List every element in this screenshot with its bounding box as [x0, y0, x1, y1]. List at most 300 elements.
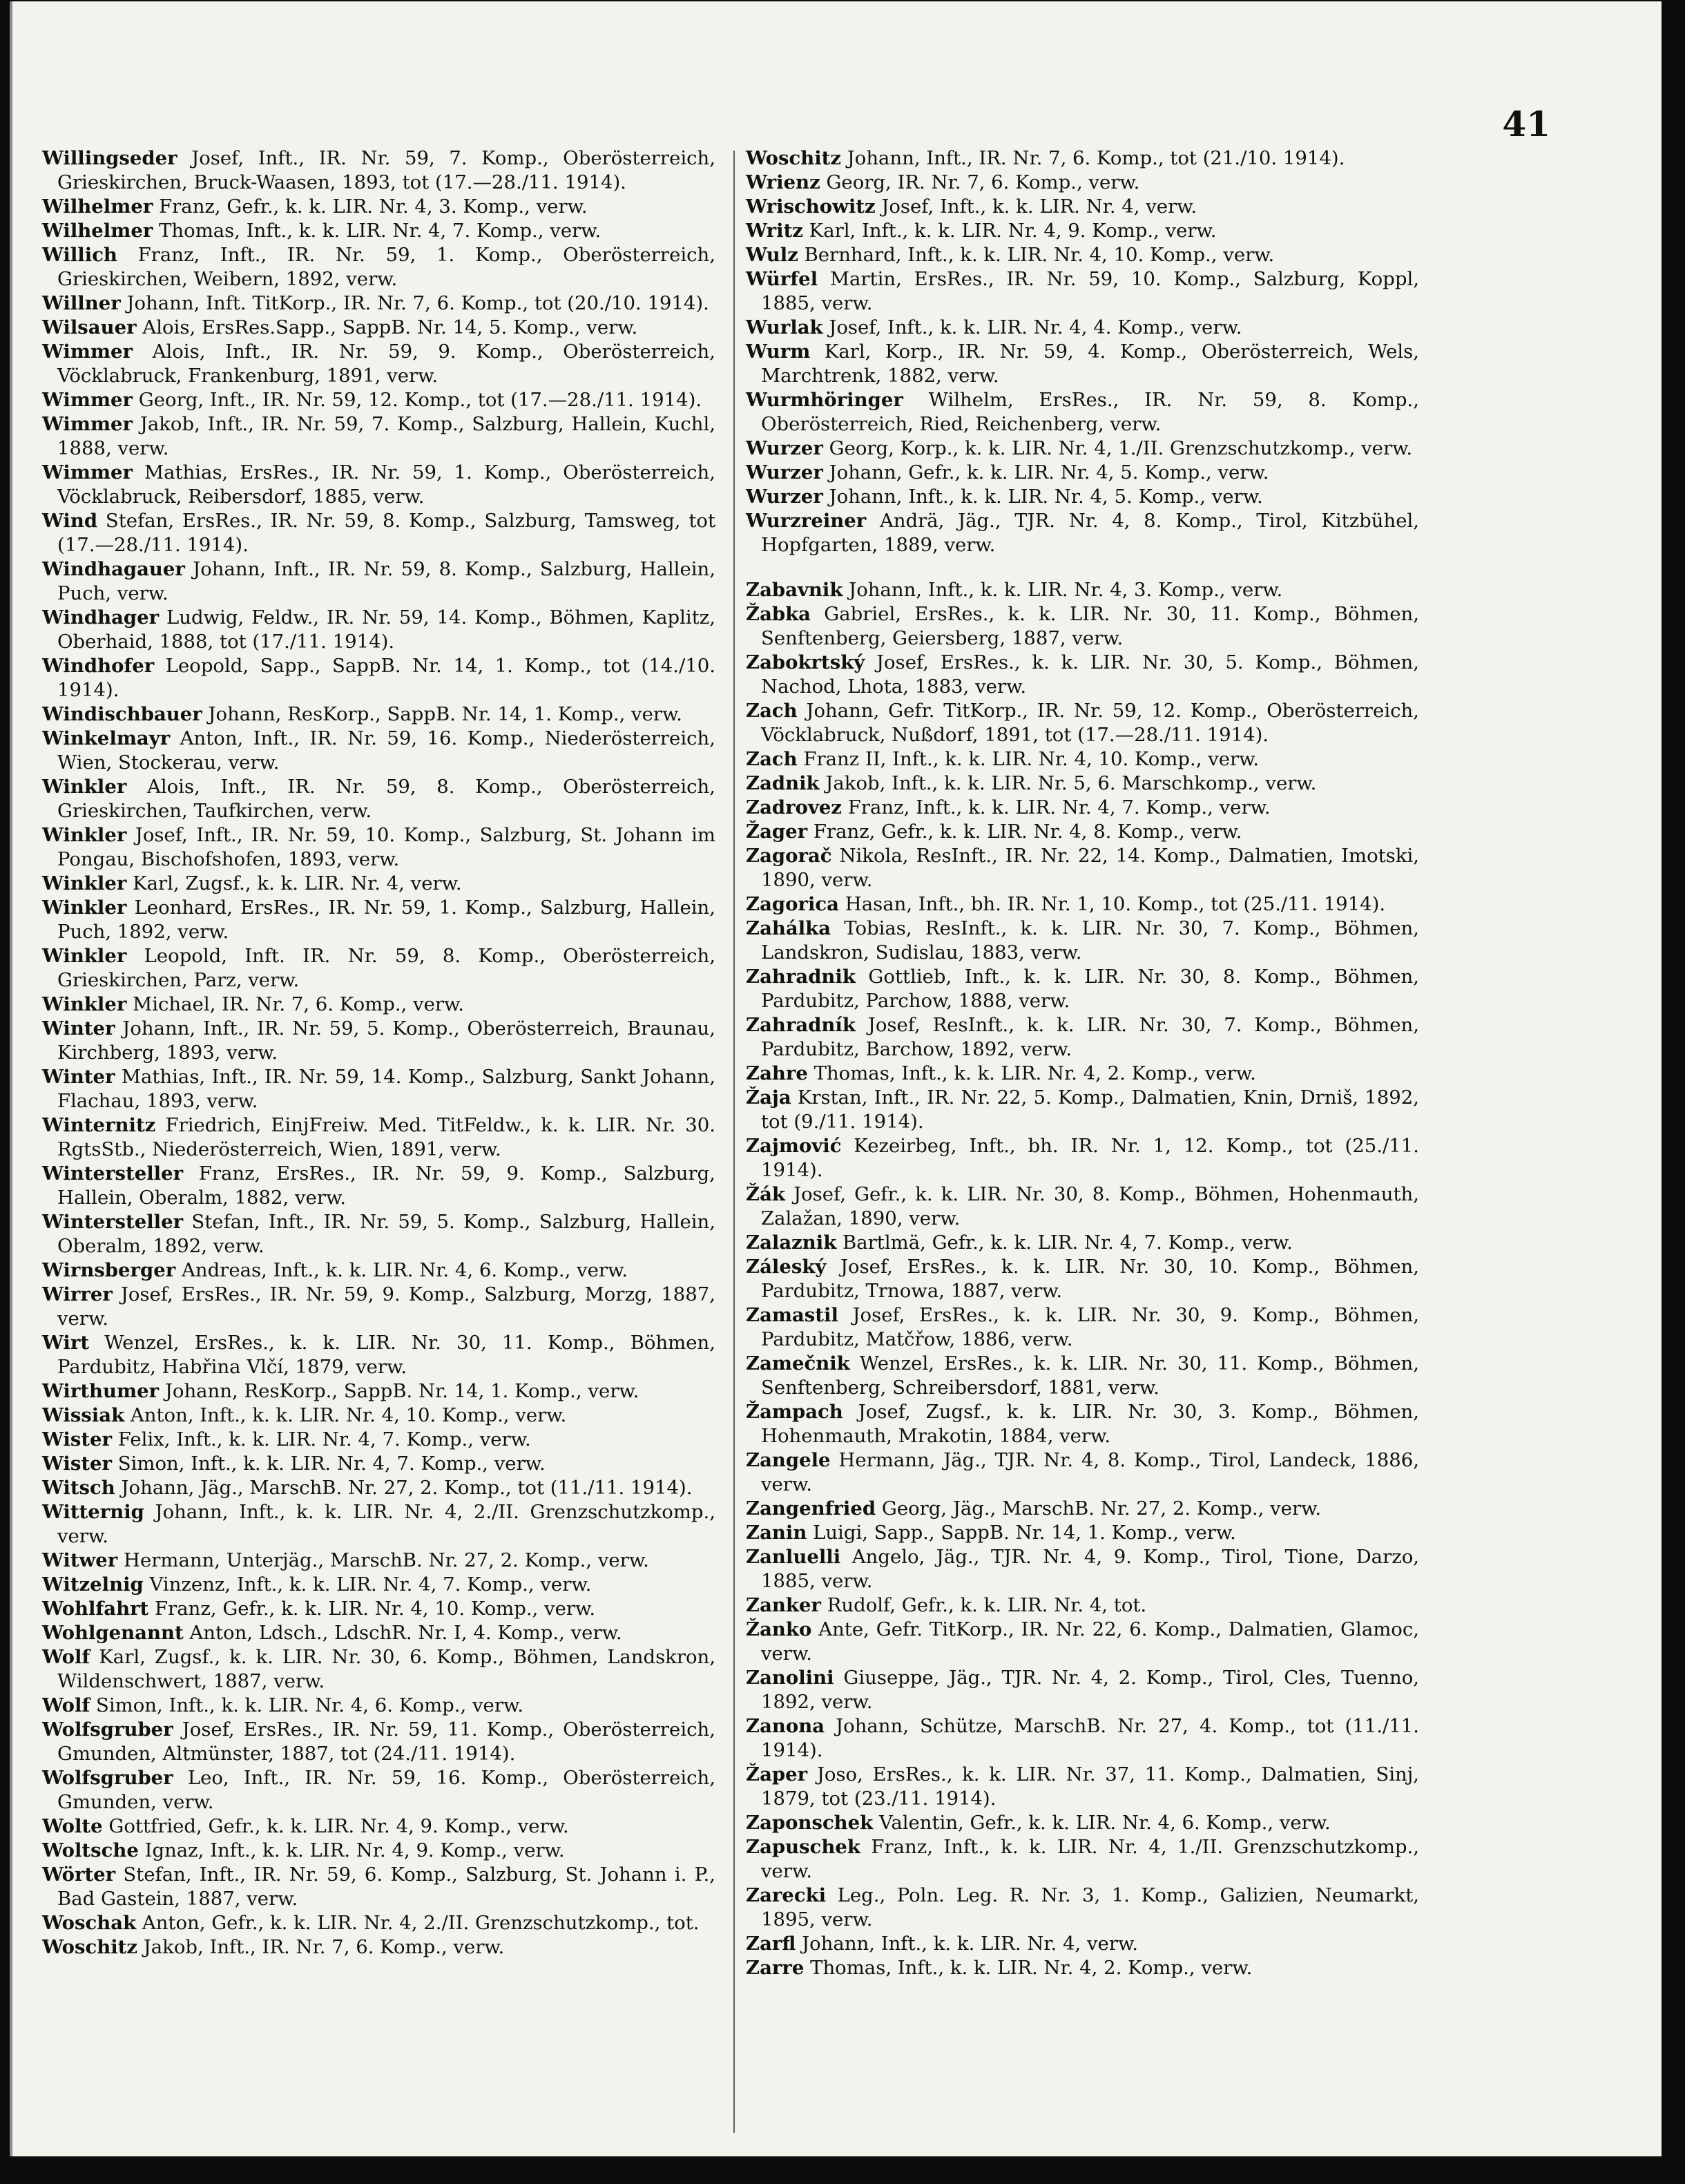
entry-surname: Wohlgenannt: [42, 1622, 184, 1644]
entry-details: Johann, Schütze, MarschB. Nr. 27, 4. Komp., tot (11./11. 1914).: [761, 1715, 1419, 1761]
entry-details: Gottlieb, Inft., k. k. LIR. Nr. 30, 8. Komp., Böhmen, Pardubitz, Parchow, 1888, verw.: [761, 966, 1419, 1012]
list-entry: [746, 1134, 1419, 1182]
entry-details: Karl, Korp., IR. Nr. 59, 4. Komp., Oberösterreich, Wels, Marchtrenk, 1882, verw.: [761, 341, 1419, 387]
list-entry: [746, 219, 1419, 243]
entry-surname: Wister: [42, 1428, 113, 1450]
list-entry: [42, 993, 715, 1017]
entry-surname: Wintersteller: [42, 1162, 184, 1185]
list-entry: [42, 872, 715, 896]
list-entry: [42, 388, 715, 412]
right-column-w-section: [746, 146, 1419, 557]
entry-surname: Žabka: [746, 603, 811, 625]
list-entry: [42, 1935, 715, 1960]
entry-surname: Wolfsgruber: [42, 1718, 173, 1741]
page-binding-edge: [10, 1, 12, 2156]
entry-surname: Zach: [746, 700, 798, 722]
entry-surname: Windhofer: [42, 655, 155, 677]
list-entry: [42, 1839, 715, 1863]
list-entry: [746, 1714, 1419, 1763]
entry-surname: Zarfl: [746, 1933, 796, 1955]
entry-surname: Žák: [746, 1183, 785, 1205]
entry-details: Mathias, ErsRes., IR. Nr. 59, 1. Komp., Oberösterreich, Vöcklabruck, Reibersdorf, 1885, verw.: [57, 461, 715, 508]
entry-surname: Zahálka: [746, 917, 831, 939]
entry-surname: Witzelnig: [42, 1573, 144, 1596]
list-entry: [42, 146, 715, 195]
entry-details: Johann, Inft., k. k. LIR. Nr. 4, 3. Komp., verw.: [849, 579, 1283, 601]
list-entry: [42, 1428, 715, 1452]
entry-details: Thomas, Inft., k. k. LIR. Nr. 4, 2. Komp., verw.: [810, 1957, 1253, 1979]
entry-details: Anton, Inft., IR. Nr. 59, 16. Komp., Niederösterreich, Wien, Stockerau, verw.: [57, 727, 715, 774]
entry-surname: Žaper: [746, 1763, 808, 1785]
entry-surname: Wilhelmer: [42, 195, 153, 218]
entry-surname: Winter: [42, 1017, 115, 1040]
entry-surname: Willingseder: [42, 147, 177, 169]
entry-surname: Wohlfahrt: [42, 1598, 149, 1620]
entry-surname: Zanluelli: [746, 1546, 841, 1568]
list-entry: [42, 1331, 715, 1379]
list-entry: [746, 699, 1419, 747]
list-entry: [746, 1811, 1419, 1835]
entry-surname: Wissiak: [42, 1404, 125, 1426]
entry-details: Josef, Gefr., k. k. LIR. Nr. 30, 8. Komp., Böhmen, Hohenmauth, Zalažan, 1890, verw.: [761, 1183, 1419, 1229]
entry-details: Martin, ErsRes., IR. Nr. 59, 10. Komp., Salzburg, Koppl, 1885, verw.: [761, 268, 1419, 314]
entry-details: Hermann, Unterjäg., MarschB. Nr. 27, 2. Komp., verw.: [123, 1549, 649, 1571]
list-entry: [42, 291, 715, 316]
list-entry: [746, 1497, 1419, 1521]
list-entry: [746, 602, 1419, 651]
entry-details: Hasan, Inft., bh. IR. Nr. 1, 10. Komp., tot (25./11. 1914).: [845, 893, 1386, 915]
list-entry: [746, 509, 1419, 557]
entry-details: Ludwig, Feldw., IR. Nr. 59, 14. Komp., Böhmen, Kaplitz, Oberhaid, 1888, tot (17./11. 1914).: [57, 606, 715, 653]
list-entry: [42, 1766, 715, 1814]
entry-details: Bartlmä, Gefr., k. k. LIR. Nr. 4, 7. Komp., verw.: [842, 1232, 1293, 1254]
entry-surname: Zajmović: [746, 1135, 842, 1157]
entry-surname: Winkler: [42, 824, 127, 846]
entry-details: Tobias, ResInft., k. k. LIR. Nr. 30, 7. Komp., Böhmen, Landskron, Sudislau, 1883, verw.: [761, 917, 1419, 964]
list-entry: [42, 1283, 715, 1331]
entry-details: Simon, Inft., k. k. LIR. Nr. 4, 6. Komp., verw.: [96, 1694, 523, 1716]
list-entry: [42, 1162, 715, 1210]
entry-details: Andreas, Inft., k. k. LIR. Nr. 4, 6. Komp., verw.: [182, 1259, 628, 1281]
list-entry: [746, 1182, 1419, 1231]
entry-surname: Wulz: [746, 244, 798, 266]
list-entry: [42, 1500, 715, 1549]
entry-surname: Winkler: [42, 897, 127, 919]
entry-surname: Woschitz: [746, 147, 841, 169]
entry-details: Georg, Jäg., MarschB. Nr. 27, 2. Komp., verw.: [881, 1497, 1322, 1520]
list-entry: [42, 1718, 715, 1766]
entry-details: Georg, Inft., IR. Nr. 59, 12. Komp., tot (17.—28./11. 1914).: [138, 389, 702, 411]
entry-details: Alois, ErsRes.Sapp., SappB. Nr. 14, 5. Komp., verw.: [142, 316, 638, 338]
list-entry: [746, 1448, 1419, 1497]
entry-details: Johann, Gefr. TitKorp., IR. Nr. 59, 12. Komp., Oberösterreich, Vöcklabruck, Nußdorf, 1891, tot (17.—28./11. 1914).: [761, 700, 1419, 746]
list-entry: [746, 1956, 1419, 1980]
entry-details: Karl, Zugsf., k. k. LIR. Nr. 4, verw.: [133, 872, 462, 894]
list-entry: [42, 219, 715, 243]
entry-surname: Wolfsgruber: [42, 1767, 173, 1789]
entry-details: Johann, Inft. TitKorp., IR. Nr. 7, 6. Komp., tot (20./10. 1914).: [126, 292, 709, 314]
list-entry: [746, 243, 1419, 267]
entry-surname: Winkler: [42, 776, 127, 798]
entry-details: Ante, Gefr. TitKorp., IR. Nr. 22, 6. Komp., Dalmatien, Glamoc, verw.: [761, 1618, 1419, 1665]
list-entry: [42, 654, 715, 702]
entry-surname: Wimmer: [42, 341, 133, 363]
list-entry: [42, 340, 715, 388]
entry-surname: Wilhelmer: [42, 220, 153, 242]
list-entry: [746, 796, 1419, 820]
entry-details: Anton, Inft., k. k. LIR. Nr. 4, 10. Komp., verw.: [130, 1404, 567, 1426]
entry-surname: Zamečnik: [746, 1352, 850, 1374]
entry-details: Johann, Inft., IR. Nr. 59, 5. Komp., Oberösterreich, Braunau, Kirchberg, 1893, verw.: [57, 1017, 715, 1064]
entry-surname: Windischbauer: [42, 703, 202, 725]
entry-details: Mathias, Inft., IR. Nr. 59, 14. Komp., Salzburg, Sankt Johann, Flachau, 1893, verw.: [57, 1066, 715, 1112]
list-entry: [42, 1549, 715, 1573]
entry-surname: Zanin: [746, 1522, 807, 1544]
list-entry: [746, 1521, 1419, 1545]
entry-details: Jakob, Inft., IR. Nr. 7, 6. Komp., verw.: [143, 1936, 505, 1958]
list-entry: [746, 316, 1419, 340]
entry-details: Andrä, Jäg., TJR. Nr. 4, 8. Komp., Tirol, Kitzbühel, Hopfgarten, 1889, verw.: [761, 510, 1420, 556]
entry-surname: Wirt: [42, 1332, 90, 1354]
entry-details: Thomas, Inft., k. k. LIR. Nr. 4, 7. Komp., verw.: [159, 220, 601, 242]
entry-details: Josef, ErsRes., IR. Nr. 59, 11. Komp., Oberösterreich, Gmunden, Altmünster, 1887, tot (24./11. 1914).: [57, 1718, 715, 1765]
list-entry: [42, 1621, 715, 1645]
entry-surname: Wimmer: [42, 389, 133, 411]
entry-details: Alois, Inft., IR. Nr. 59, 9. Komp., Oberösterreich, Vöcklabruck, Frankenburg, 1891, verw.: [57, 341, 715, 387]
list-entry: [746, 747, 1419, 772]
entry-surname: Wurzer: [746, 486, 823, 508]
entry-surname: Wurzer: [746, 437, 823, 459]
list-entry: [746, 195, 1419, 219]
entry-surname: Wrienz: [746, 171, 820, 193]
entry-surname: Wolte: [42, 1815, 103, 1837]
left-column: [42, 146, 715, 1960]
entry-details: Georg, IR. Nr. 7, 6. Komp., verw.: [826, 171, 1140, 193]
entry-details: Hermann, Jäg., TJR. Nr. 4, 8. Komp., Tirol, Landeck, 1886, verw.: [761, 1449, 1419, 1495]
list-entry: [42, 727, 715, 775]
entry-details: Josef, Inft., IR. Nr. 59, 10. Komp., Salzburg, St. Johann im Pongau, Bischofshofen, 1893, verw.: [57, 824, 715, 870]
list-entry: [746, 1231, 1419, 1255]
entry-details: Gabriel, ErsRes., k. k. LIR. Nr. 30, 11. Komp., Böhmen, Senftenberg, Geiersberg, 1887, verw.: [761, 603, 1419, 649]
entry-details: Simon, Inft., k. k. LIR. Nr. 4, 7. Komp., verw.: [117, 1453, 546, 1475]
entry-surname: Witwer: [42, 1549, 118, 1571]
entry-details: Felix, Inft., k. k. LIR. Nr. 4, 7. Komp., verw.: [117, 1428, 531, 1450]
entry-details: Jakob, Inft., IR. Nr. 59, 7. Komp., Salzburg, Hallein, Kuchl, 1888, verw.: [57, 413, 716, 459]
entry-details: Karl, Zugsf., k. k. LIR. Nr. 30, 6. Komp., Böhmen, Landskron, Wildenschwert, 1887, verw.: [57, 1646, 715, 1692]
list-entry: [42, 1694, 715, 1718]
list-entry: [746, 1352, 1419, 1400]
list-entry: [746, 171, 1419, 195]
entry-details: Stefan, ErsRes., IR. Nr. 59, 8. Komp., Salzburg, Tamsweg, tot (17.—28./11. 1914).: [57, 510, 715, 556]
entry-surname: Wrischowitz: [746, 195, 876, 218]
entry-details: Josef, Inft., IR. Nr. 59, 7. Komp., Oberösterreich, Grieskirchen, Bruck-Waasen, 1893, tot (17.—28./11. 1914).: [57, 147, 715, 193]
entry-details: Johann, Inft., k. k. LIR. Nr. 4, 2./II. Grenzschutzkomp., verw.: [57, 1501, 715, 1547]
entry-details: Georg, Korp., k. k. LIR. Nr. 4, 1./II. Grenzschutzkomp., verw.: [829, 437, 1413, 459]
list-entry: [746, 1062, 1419, 1086]
entry-details: Franz, Inft., k. k. LIR. Nr. 4, 7. Komp., verw.: [847, 796, 1271, 818]
list-entry: [42, 896, 715, 944]
list-entry: [746, 844, 1419, 892]
entry-details: Josef, ErsRes., IR. Nr. 59, 9. Komp., Salzburg, Morzg, 1887, verw.: [57, 1283, 715, 1330]
entry-surname: Wimmer: [42, 461, 133, 483]
list-entry: [42, 775, 715, 823]
entry-details: Johann, Gefr., k. k. LIR. Nr. 4, 5. Komp., verw.: [829, 461, 1269, 483]
entry-details: Leopold, Inft. IR. Nr. 59, 8. Komp., Oberösterreich, Grieskirchen, Parz, verw.: [57, 945, 715, 991]
list-entry: [746, 1013, 1419, 1062]
entry-details: Krstan, Inft., IR. Nr. 22, 5. Komp., Dalmatien, Knin, Drniš, 1892, tot (9./11. 1914).: [761, 1086, 1419, 1133]
list-entry: [42, 1452, 715, 1476]
entry-surname: Wintersteller: [42, 1211, 184, 1233]
entry-surname: Zadnik: [746, 772, 820, 794]
column-divider: [733, 151, 735, 2133]
entry-surname: Zangenfried: [746, 1497, 876, 1520]
entry-surname: Žampach: [746, 1401, 843, 1423]
list-entry: [746, 1763, 1419, 1811]
right-column: [746, 146, 1419, 1980]
entry-details: Franz, Inft., IR. Nr. 59, 1. Komp., Oberösterreich, Grieskirchen, Weibern, 1892, verw.: [57, 244, 715, 290]
entry-surname: Zangele: [746, 1449, 831, 1471]
entry-surname: Winkler: [42, 993, 127, 1015]
list-entry: [42, 1404, 715, 1428]
list-entry: [42, 412, 715, 461]
page-number: 41: [1502, 104, 1550, 144]
entry-surname: Zagorač: [746, 845, 832, 867]
entry-surname: Wurmhöringer: [746, 389, 903, 411]
entry-surname: Zarre: [746, 1957, 805, 1979]
entry-surname: Zanona: [746, 1715, 825, 1737]
entry-details: Friedrich, EinjFreiw. Med. TitFeldw., k. k. LIR. Nr. 30. RgtsStb., Niederösterreich, Wien, 1891, verw.: [57, 1114, 715, 1160]
entry-details: Leg., Poln. Leg. R. Nr. 3, 1. Komp., Galizien, Neumarkt, 1895, verw.: [761, 1884, 1419, 1931]
entry-surname: Wind: [42, 510, 98, 532]
entry-surname: Windhager: [42, 606, 160, 629]
entry-details: Rudolf, Gefr., k. k. LIR. Nr. 4, tot.: [827, 1594, 1147, 1616]
entry-surname: Zaponschek: [746, 1812, 874, 1834]
list-entry: [746, 965, 1419, 1013]
entry-details: Valentin, Gefr., k. k. LIR. Nr. 4, 6. Komp., verw.: [878, 1812, 1331, 1834]
entry-details: Leo, Inft., IR. Nr. 59, 16. Komp., Oberösterreich, Gmunden, verw.: [57, 1767, 715, 1813]
entry-surname: Zahradník: [746, 1014, 856, 1036]
list-entry: [42, 195, 715, 219]
entry-details: Luigi, Sapp., SappB. Nr. 14, 1. Komp., verw.: [813, 1522, 1236, 1544]
entry-surname: Zadrovez: [746, 796, 842, 818]
entry-details: Michael, IR. Nr. 7, 6. Komp., verw.: [133, 993, 465, 1015]
entry-surname: Wolf: [42, 1694, 90, 1716]
entry-surname: Wirnsberger: [42, 1259, 176, 1281]
entry-details: Josef, ErsRes., k. k. LIR. Nr. 30, 9. Komp., Böhmen, Pardubitz, Matčřow, 1886, verw.: [761, 1304, 1419, 1350]
list-entry: [746, 1932, 1419, 1956]
entry-details: Johann, ResKorp., SappB. Nr. 14, 1. Komp., verw.: [208, 703, 683, 725]
entry-surname: Witsch: [42, 1477, 115, 1499]
entry-details: Johann, Inft., IR. Nr. 7, 6. Komp., tot (21./10. 1914).: [847, 147, 1345, 169]
list-entry: [746, 651, 1419, 699]
entry-details: Jakob, Inft., k. k. LIR. Nr. 5, 6. Marschkomp., verw.: [825, 772, 1317, 794]
entry-details: Joso, ErsRes., k. k. LIR. Nr. 37, 11. Komp., Dalmatien, Sinj, 1879, tot (23./11. 1914).: [761, 1763, 1419, 1810]
entry-details: Stefan, Inft., IR. Nr. 59, 5. Komp., Salzburg, Hallein, Oberalm, 1892, verw.: [57, 1211, 715, 1257]
entry-details: Franz II, Inft., k. k. LIR. Nr. 4, 10. Komp., verw.: [803, 748, 1260, 770]
entry-details: Thomas, Inft., k. k. LIR. Nr. 4, 2. Komp., verw.: [813, 1062, 1256, 1084]
list-entry: [42, 944, 715, 993]
list-entry: [746, 1255, 1419, 1303]
list-entry: [746, 340, 1419, 388]
entry-surname: Záleský: [746, 1256, 827, 1278]
entry-details: Franz, Gefr., k. k. LIR. Nr. 4, 3. Komp., verw.: [159, 195, 588, 218]
entry-details: Franz, Inft., k. k. LIR. Nr. 4, 1./II. Grenzschutzkomp., verw.: [761, 1836, 1419, 1882]
list-entry: [746, 1593, 1419, 1618]
list-entry: [42, 1379, 715, 1404]
entry-surname: Wurlak: [746, 316, 823, 338]
entry-surname: Winkler: [42, 872, 127, 894]
entry-details: Leonhard, ErsRes., IR. Nr. 59, 1. Komp., Salzburg, Hallein, Puch, 1892, verw.: [57, 897, 715, 943]
list-entry: [746, 1303, 1419, 1352]
entry-details: Vinzenz, Inft., k. k. LIR. Nr. 4, 7. Komp., verw.: [149, 1573, 592, 1596]
entry-details: Franz, Gefr., k. k. LIR. Nr. 4, 8. Komp., verw.: [813, 821, 1242, 843]
entry-surname: Zahradnik: [746, 966, 856, 988]
list-entry: [42, 557, 715, 606]
entry-surname: Windhagauer: [42, 558, 185, 580]
list-entry: [746, 820, 1419, 844]
list-entry: [42, 1210, 715, 1258]
entry-details: Franz, Gefr., k. k. LIR. Nr. 4, 10. Komp., verw.: [155, 1598, 596, 1620]
list-entry: [42, 509, 715, 557]
entry-surname: Žanko: [746, 1618, 812, 1640]
entry-details: Gottfried, Gefr., k. k. LIR. Nr. 4, 9. Komp., verw.: [108, 1815, 569, 1837]
list-entry: [42, 316, 715, 340]
list-entry: [42, 702, 715, 727]
list-entry: [746, 1400, 1419, 1448]
entry-surname: Žaja: [746, 1086, 791, 1109]
entry-details: Anton, Ldsch., LdschR. Nr. I, 4. Komp., verw.: [189, 1622, 622, 1644]
list-entry: [746, 892, 1419, 917]
entry-surname: Zanolini: [746, 1667, 834, 1689]
list-entry: [746, 388, 1419, 437]
entry-surname: Žager: [746, 821, 808, 843]
entry-surname: Woschitz: [42, 1936, 137, 1958]
list-entry: [42, 1863, 715, 1911]
entry-details: Kezeirbeg, Inft., bh. IR. Nr. 1, 12. Komp., tot (25./11. 1914).: [761, 1135, 1419, 1181]
entry-details: Johann, Inft., k. k. LIR. Nr. 4, verw.: [802, 1933, 1138, 1955]
list-entry: [746, 772, 1419, 796]
list-entry: [746, 267, 1419, 316]
entry-surname: Winkelmayr: [42, 727, 171, 749]
list-entry: [42, 243, 715, 291]
entry-surname: Wurzreiner: [746, 510, 867, 532]
entry-details: Wilhelm, ErsRes., IR. Nr. 59, 8. Komp., Oberösterreich, Ried, Reichenberg, verw.: [761, 389, 1419, 435]
list-entry: [42, 1476, 715, 1500]
list-entry: [746, 485, 1419, 509]
entry-details: Karl, Inft., k. k. LIR. Nr. 4, 9. Komp., verw.: [809, 220, 1217, 242]
right-column-z-section: [746, 578, 1419, 1980]
entry-surname: Willner: [42, 292, 121, 314]
section-gap: [746, 557, 1419, 578]
entry-surname: Wurzer: [746, 461, 823, 483]
entry-surname: Writz: [746, 220, 803, 242]
list-entry: [746, 1835, 1419, 1884]
entry-surname: Zalaznik: [746, 1232, 837, 1254]
entry-surname: Willich: [42, 244, 117, 266]
entry-surname: Zapuschek: [746, 1836, 860, 1858]
list-entry: [746, 917, 1419, 965]
entry-surname: Wirthumer: [42, 1380, 160, 1402]
entry-details: Alois, Inft., IR. Nr. 59, 8. Komp., Oberösterreich, Grieskirchen, Taufkirchen, verw.: [57, 776, 715, 822]
list-entry: [42, 1814, 715, 1839]
list-entry: [746, 461, 1419, 485]
entry-details: Nikola, ResInft., IR. Nr. 22, 14. Komp., Dalmatien, Imotski, 1890, verw.: [761, 845, 1419, 891]
entry-details: Ignaz, Inft., k. k. LIR. Nr. 4, 9. Komp., verw.: [144, 1839, 565, 1861]
entry-surname: Winternitz: [42, 1114, 156, 1136]
entry-details: Stefan, Inft., IR. Nr. 59, 6. Komp., Salzburg, St. Johann i. P., Bad Gastein, 1887, verw.: [57, 1864, 715, 1910]
entry-details: Josef, Inft., k. k. LIR. Nr. 4, 4. Komp., verw.: [829, 316, 1242, 338]
entry-surname: Zanker: [746, 1594, 821, 1616]
entry-details: Josef, ResInft., k. k. LIR. Nr. 30, 7. Komp., Böhmen, Pardubitz, Barchow, 1892, verw.: [761, 1014, 1419, 1060]
list-entry: [42, 823, 715, 872]
list-entry: [42, 1573, 715, 1597]
entry-details: Anton, Gefr., k. k. LIR. Nr. 4, 2./II. Grenzschutzkomp., tot.: [142, 1912, 700, 1934]
entry-surname: Wirrer: [42, 1283, 113, 1305]
entry-details: Josef, ErsRes., k. k. LIR. Nr. 30, 5. Komp., Böhmen, Nachod, Lhota, 1883, verw.: [761, 651, 1420, 698]
list-entry: [42, 1258, 715, 1283]
entry-surname: Witternig: [42, 1501, 144, 1523]
entry-details: Wenzel, ErsRes., k. k. LIR. Nr. 30, 11. Komp., Böhmen, Pardubitz, Habřina Vlčí, 1879, verw.: [57, 1332, 715, 1378]
entry-details: Angelo, Jäg., TJR. Nr. 4, 9. Komp., Tirol, Tione, Darzo, 1885, verw.: [761, 1546, 1419, 1592]
list-entry: [746, 578, 1419, 602]
entry-surname: Zach: [746, 748, 798, 770]
list-entry: [42, 1017, 715, 1065]
entry-surname: Winkler: [42, 945, 127, 967]
entry-surname: Würfel: [746, 268, 818, 290]
entry-details: Leopold, Sapp., SappB. Nr. 14, 1. Komp., tot (14./10. 1914).: [57, 655, 715, 701]
list-entry: [42, 1065, 715, 1113]
list-entry: [746, 1545, 1419, 1593]
entry-details: Josef, Inft., k. k. LIR. Nr. 4, verw.: [881, 195, 1197, 218]
list-entry: [42, 461, 715, 509]
entry-surname: Zahre: [746, 1062, 808, 1084]
list-entry: [746, 1618, 1419, 1666]
list-entry: [746, 437, 1419, 461]
list-entry: [746, 1086, 1419, 1134]
list-entry: [42, 1911, 715, 1935]
entry-details: Franz, ErsRes., IR. Nr. 59, 9. Komp., Salzburg, Hallein, Oberalm, 1882, verw.: [57, 1162, 715, 1209]
entry-surname: Zamastil: [746, 1304, 838, 1326]
entry-details: Josef, ErsRes., k. k. LIR. Nr. 30, 10. Komp., Böhmen, Pardubitz, Trnowa, 1887, verw.: [761, 1256, 1419, 1302]
entry-surname: Wilsauer: [42, 316, 137, 338]
entry-surname: Wister: [42, 1453, 113, 1475]
entry-surname: Wimmer: [42, 413, 133, 435]
entry-details: Johann, Inft., IR. Nr. 59, 8. Komp., Salzburg, Hallein, Puch, verw.: [57, 558, 715, 604]
entry-details: Bernhard, Inft., k. k. LIR. Nr. 4, 10. Komp., verw.: [804, 244, 1275, 266]
list-entry: [42, 1645, 715, 1694]
list-entry: [42, 1113, 715, 1162]
entry-surname: Wurm: [746, 341, 811, 363]
entry-surname: Winter: [42, 1066, 115, 1088]
entry-surname: Wörter: [42, 1864, 116, 1886]
entry-details: Johann, Jäg., MarschB. Nr. 27, 2. Komp., tot (11./11. 1914).: [121, 1477, 693, 1499]
entry-details: Giuseppe, Jäg., TJR. Nr. 4, 2. Komp., Tirol, Cles, Tuenno, 1892, verw.: [761, 1667, 1419, 1713]
entry-surname: Zabavnik: [746, 579, 843, 601]
entry-details: Johann, Inft., k. k. LIR. Nr. 4, 5. Komp., verw.: [829, 486, 1263, 508]
entry-surname: Wolf: [42, 1646, 90, 1668]
list-entry: [42, 606, 715, 654]
entry-surname: Zagorica: [746, 893, 839, 915]
list-entry: [42, 1597, 715, 1621]
list-entry: [746, 1666, 1419, 1714]
entry-details: Josef, Zugsf., k. k. LIR. Nr. 30, 3. Komp., Böhmen, Hohenmauth, Mrakotin, 1884, verw.: [761, 1401, 1419, 1447]
list-entry: [746, 1884, 1419, 1932]
entry-details: Johann, ResKorp., SappB. Nr. 14, 1. Komp., verw.: [164, 1380, 639, 1402]
entry-surname: Zarecki: [746, 1884, 827, 1906]
entry-surname: Zabokrtský: [746, 651, 865, 673]
entry-surname: Woschak: [42, 1912, 137, 1934]
entry-details: Wenzel, ErsRes., k. k. LIR. Nr. 30, 11. Komp., Böhmen, Senftenberg, Schreibersdorf, 1881, verw.: [761, 1352, 1419, 1399]
